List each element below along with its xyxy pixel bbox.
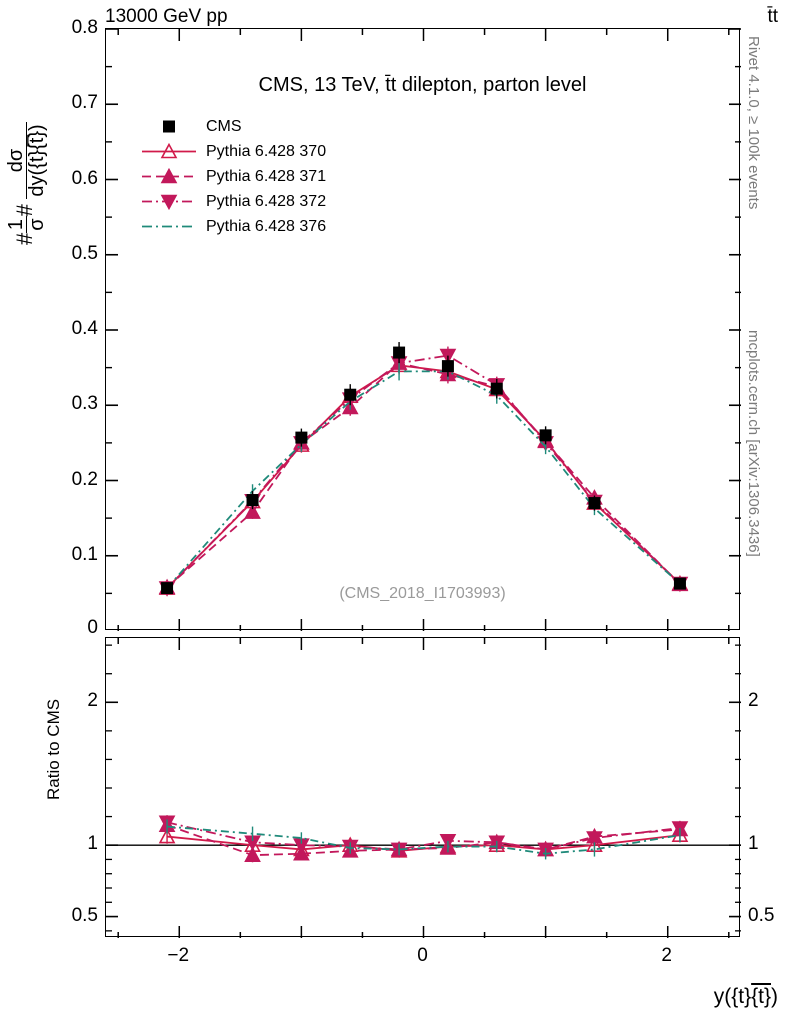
legend-label: CMS	[206, 117, 242, 135]
legend-label: Pythia 6.428 376	[206, 217, 327, 235]
legend-label: Pythia 6.428 371	[206, 167, 327, 185]
y-tick-label-ratio: 0.5	[71, 904, 98, 926]
y-tick-label-ratio-right: 2	[748, 690, 759, 712]
y-axis-title-ratio-text: Ratio to CMS	[44, 698, 63, 800]
y-tick-label-main: 0.1	[71, 543, 98, 565]
ratio-plot-svg	[106, 638, 741, 938]
y-tick-label-main: 0.8	[71, 17, 98, 38]
y-tick-label-ratio-right: 0.5	[748, 904, 775, 926]
mcplots-reference-label: mcplots.cern.ch [arXiv:1306.3436]	[745, 330, 762, 557]
rivet-version-label: Rivet 4.1.0, ≥ 100k events	[745, 36, 762, 210]
y-tick-label-main-zero: 0	[87, 617, 98, 638]
x-tick-label: 2	[661, 945, 673, 966]
y-tick-label-ratio-right: 1	[748, 833, 759, 855]
plot-title: CMS, 13 TeV, t̄t dilepton, parton level	[258, 74, 587, 96]
main-plot-panel	[105, 28, 740, 630]
header-beam-label: 13000 GeV pp	[105, 6, 228, 27]
x-tick-label: −2	[167, 945, 190, 966]
x-axis-title: y({t}{t})	[713, 985, 778, 1008]
y-tick-label-ratio: 2	[87, 690, 98, 712]
header-process-label: t̄t	[767, 6, 778, 27]
y-tick-label-main: 0.3	[71, 393, 98, 415]
y-tick-label-ratio: 1	[87, 833, 98, 855]
y-axis-title-main-text: # 1 σ # dσ dy({t}{t̅})	[5, 124, 48, 245]
ratio-plot-panel	[105, 637, 740, 937]
x-tick-label: 0	[417, 945, 428, 966]
analysis-id-watermark: (CMS_2018_I1703993)	[339, 585, 506, 602]
y-tick-label-main: 0.7	[71, 92, 98, 114]
y-tick-label-main: 0.6	[71, 167, 98, 189]
legend-label: Pythia 6.428 370	[206, 142, 327, 160]
main-plot-svg	[106, 29, 741, 631]
y-axis-title-main	[6, 30, 46, 250]
y-tick-label-main: 0.4	[71, 318, 98, 339]
y-tick-label-main: 0.5	[71, 242, 98, 264]
y-tick-label-main: 0.2	[71, 468, 98, 490]
legend-label: Pythia 6.428 372	[206, 192, 327, 210]
